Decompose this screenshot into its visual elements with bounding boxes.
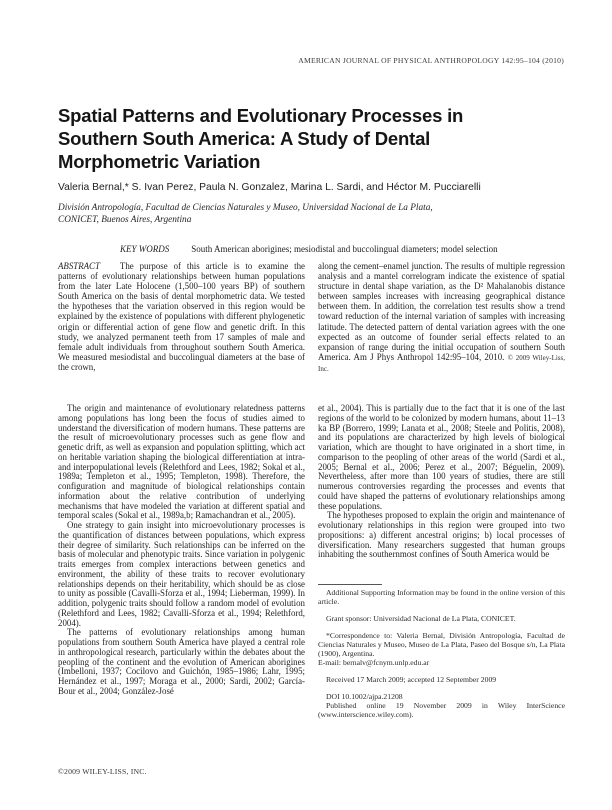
keywords-line <box>58 244 566 254</box>
footnote-doi: DOI 10.1002/ajpa.21208 <box>326 692 403 701</box>
body-paragraph: One strategy to gain insight into microevolutionary processes is the quantification of distances between populations, which express their degree of similarity. Such relationships can be inferred on the basis of molecular and phenotypic traits. Since variation in polygenic traits emerges from complex interactions between genetics and environment, the ability of these traits to recover evolutionary relationships depends on their heritability, which should be as close to unity as possible (Cavalli-Sforza et al., 1994; Lieberman, 1999). In addition, polygenic traits should follow a random model of evolution (Relethford and Lees, 1982; Cavalli-Sforza et al., 1994; Relethford, 2004). <box>58 520 305 628</box>
abstract-label: ABSTRACT <box>58 261 100 271</box>
body-column-right <box>318 404 565 727</box>
affiliation-line-2: CONICET, Buenos Aires, Argentina <box>58 214 192 225</box>
footnote-received-accepted: Received 17 March 2009; accepted 12 September 2009 <box>326 675 497 684</box>
body-paragraph: et al., 2004). This is partially due to the fact that it is one of the last regions of the world to be colonized by modern humans, about 11–13 ka BP (Borrero, 1999; Lanata et al., 2008; Steele and Politis, 2008), and its populations are characterized by high levels of biological variation, which are thought to have originated in a short time, in comparison to the peopling of other areas of the world (Sardi et al., 2005; Bernal et al., 2006; Perez et al., 2007; Béguelin, 2009). Nevertheless, after more than 100 years of studies, there are still numerous controversies regarding the processes and events that could have shaped the patterns of evolutionary relationships among these populations. <box>318 403 565 511</box>
body-paragraph: The hypotheses proposed to explain the origin and maintenance of evolutionary relationships in this region were grouped into two propositions: a) different ancestral origins; b) local processes of diversification. Many researchers suggested that human groups inhabiting the southernmost confines of South America would be <box>318 510 565 560</box>
abstract-paragraph-left <box>58 261 305 372</box>
page-footer-copyright: ©2009 WILEY-LISS, INC. <box>58 767 147 776</box>
affiliation-line-1: División Antropología, Facultad de Ciencias Naturales y Museo, Universidad Nacional de La Plata, <box>58 203 433 213</box>
footnote-divider <box>318 584 382 585</box>
abstract-text-right: along the cement–enamel junction. The results of multiple regression analysis and a mantel correlogram indicate the existence of spatial structure in dental shape variation, as the D² Mahalanobis distance between samples increases with increasing geographical distance between them. In addition, the correlation test results show a trend toward reduction of the internal variation of samples with increasing latitude. The detected pattern of dental variation agrees with the one expected as an outcome of founder serial effects related to an expansion of range during the initial occupation of southern South America. Am J Phys Anthropol 142:95–104, 2010. <box>318 261 565 362</box>
article-title <box>58 104 538 173</box>
body-paragraph: The origin and maintenance of evolutionary relatedness patterns among populations has long been the focus of studies aimed to understand the diversification of modern humans. These patterns are the result of microevolutionary processes such as gene flow and genetic drift, as well as expansion and population splitting, which act on heritable variation shaping the biological differentiation at intra- and interpopulational levels (Relethford and Lees, 1982; Sokal et al., 1989a; Templeton et al., 1995; Templeton, 1998). Therefore, the configuration and magnitude of biological relationships contain information about the relative contribution of underlying mechanisms that have modeled the variation at different spatial and temporal scales (Sokal et al., 1989a,b; Ramachandran et al., 2005). <box>58 403 305 521</box>
abstract-copyright: © 2009 Wiley-Liss, Inc. <box>318 353 566 373</box>
author-list: Valeria Bernal,* S. Ivan Perez, Paula N. Gonzalez, Marina L. Sardi, and Héctor M. Pucciarelli <box>58 182 481 193</box>
abstract-section <box>58 261 566 374</box>
keywords-label: KEY WORDS <box>120 244 170 254</box>
body-paragraph: The patterns of evolutionary relationships among human populations from southern South America have played a central role in anthropological research, particularly within the debates about the peopling of the continent and the evolution of American aborigines (Imbelloni, 1937; Cocilovo and Guichón, 1985–1986; Lahr, 1995; Hernández et al., 1997; Moraga et al., 2000; Sardi, 2002; García-Bour et al., 2004; González-José <box>58 627 305 696</box>
article-title-line-2: Southern South America: A Study of Dental <box>58 128 431 149</box>
journal-header-line: AMERICAN JOURNAL OF PHYSICAL ANTHROPOLOGY 142:95–104 (2010) <box>298 56 564 65</box>
footnote-published-online: Published online 19 November 2009 in Wiley InterScience (www.interscience.wiley.com). <box>318 701 565 719</box>
abstract-column-right <box>318 261 565 374</box>
footnote-grant-sponsor: Grant sponsor: Universidad Nacional de La Plata, CONICET. <box>326 614 516 623</box>
article-title-line-3: Morphometric Variation <box>58 151 261 172</box>
keywords-text: South American aborigines; mesiodistal and buccolingual diameters; model selection <box>191 244 498 254</box>
affiliation <box>58 203 566 226</box>
footnote-correspondence: *Correspondence to: Valeria Bernal, División Antropología, Facultad de Ciencias Naturales y Museo, Museo de La Plata, Paseo del Bosque s/n, La Plata (1900), Argentina. <box>318 631 565 658</box>
article-title-line-1: Spatial Patterns and Evolutionary Processes in <box>58 105 464 126</box>
abstract-paragraph-right <box>318 261 565 374</box>
abstract-column-left <box>58 261 305 374</box>
footnotes-block <box>318 584 565 719</box>
footnote-email: E-mail: bernalv@fcnym.unlp.edu.ar <box>318 658 430 667</box>
abstract-text-left: The purpose of this article is to examine the patterns of evolutionary relationships between human populations from the later Late Holocene (1,500–100 years BP) of southern South America on the basis of dental morphometric data. We tested the hypotheses that the variation observed in this region would be explained by the existence of populations with different phylogenetic origin or differential action of gene flow and genetic drift. In this study, we analyzed permanent teeth from 17 samples of male and female adult individuals from throughout southern South America. We measured mesiodistal and buccolingual diameters at the base of the crown, <box>58 261 305 372</box>
body-section <box>58 404 566 727</box>
footnote-supporting-info: Additional Supporting Information may be found in the online version of this article. <box>318 588 565 606</box>
body-column-left <box>58 404 305 727</box>
